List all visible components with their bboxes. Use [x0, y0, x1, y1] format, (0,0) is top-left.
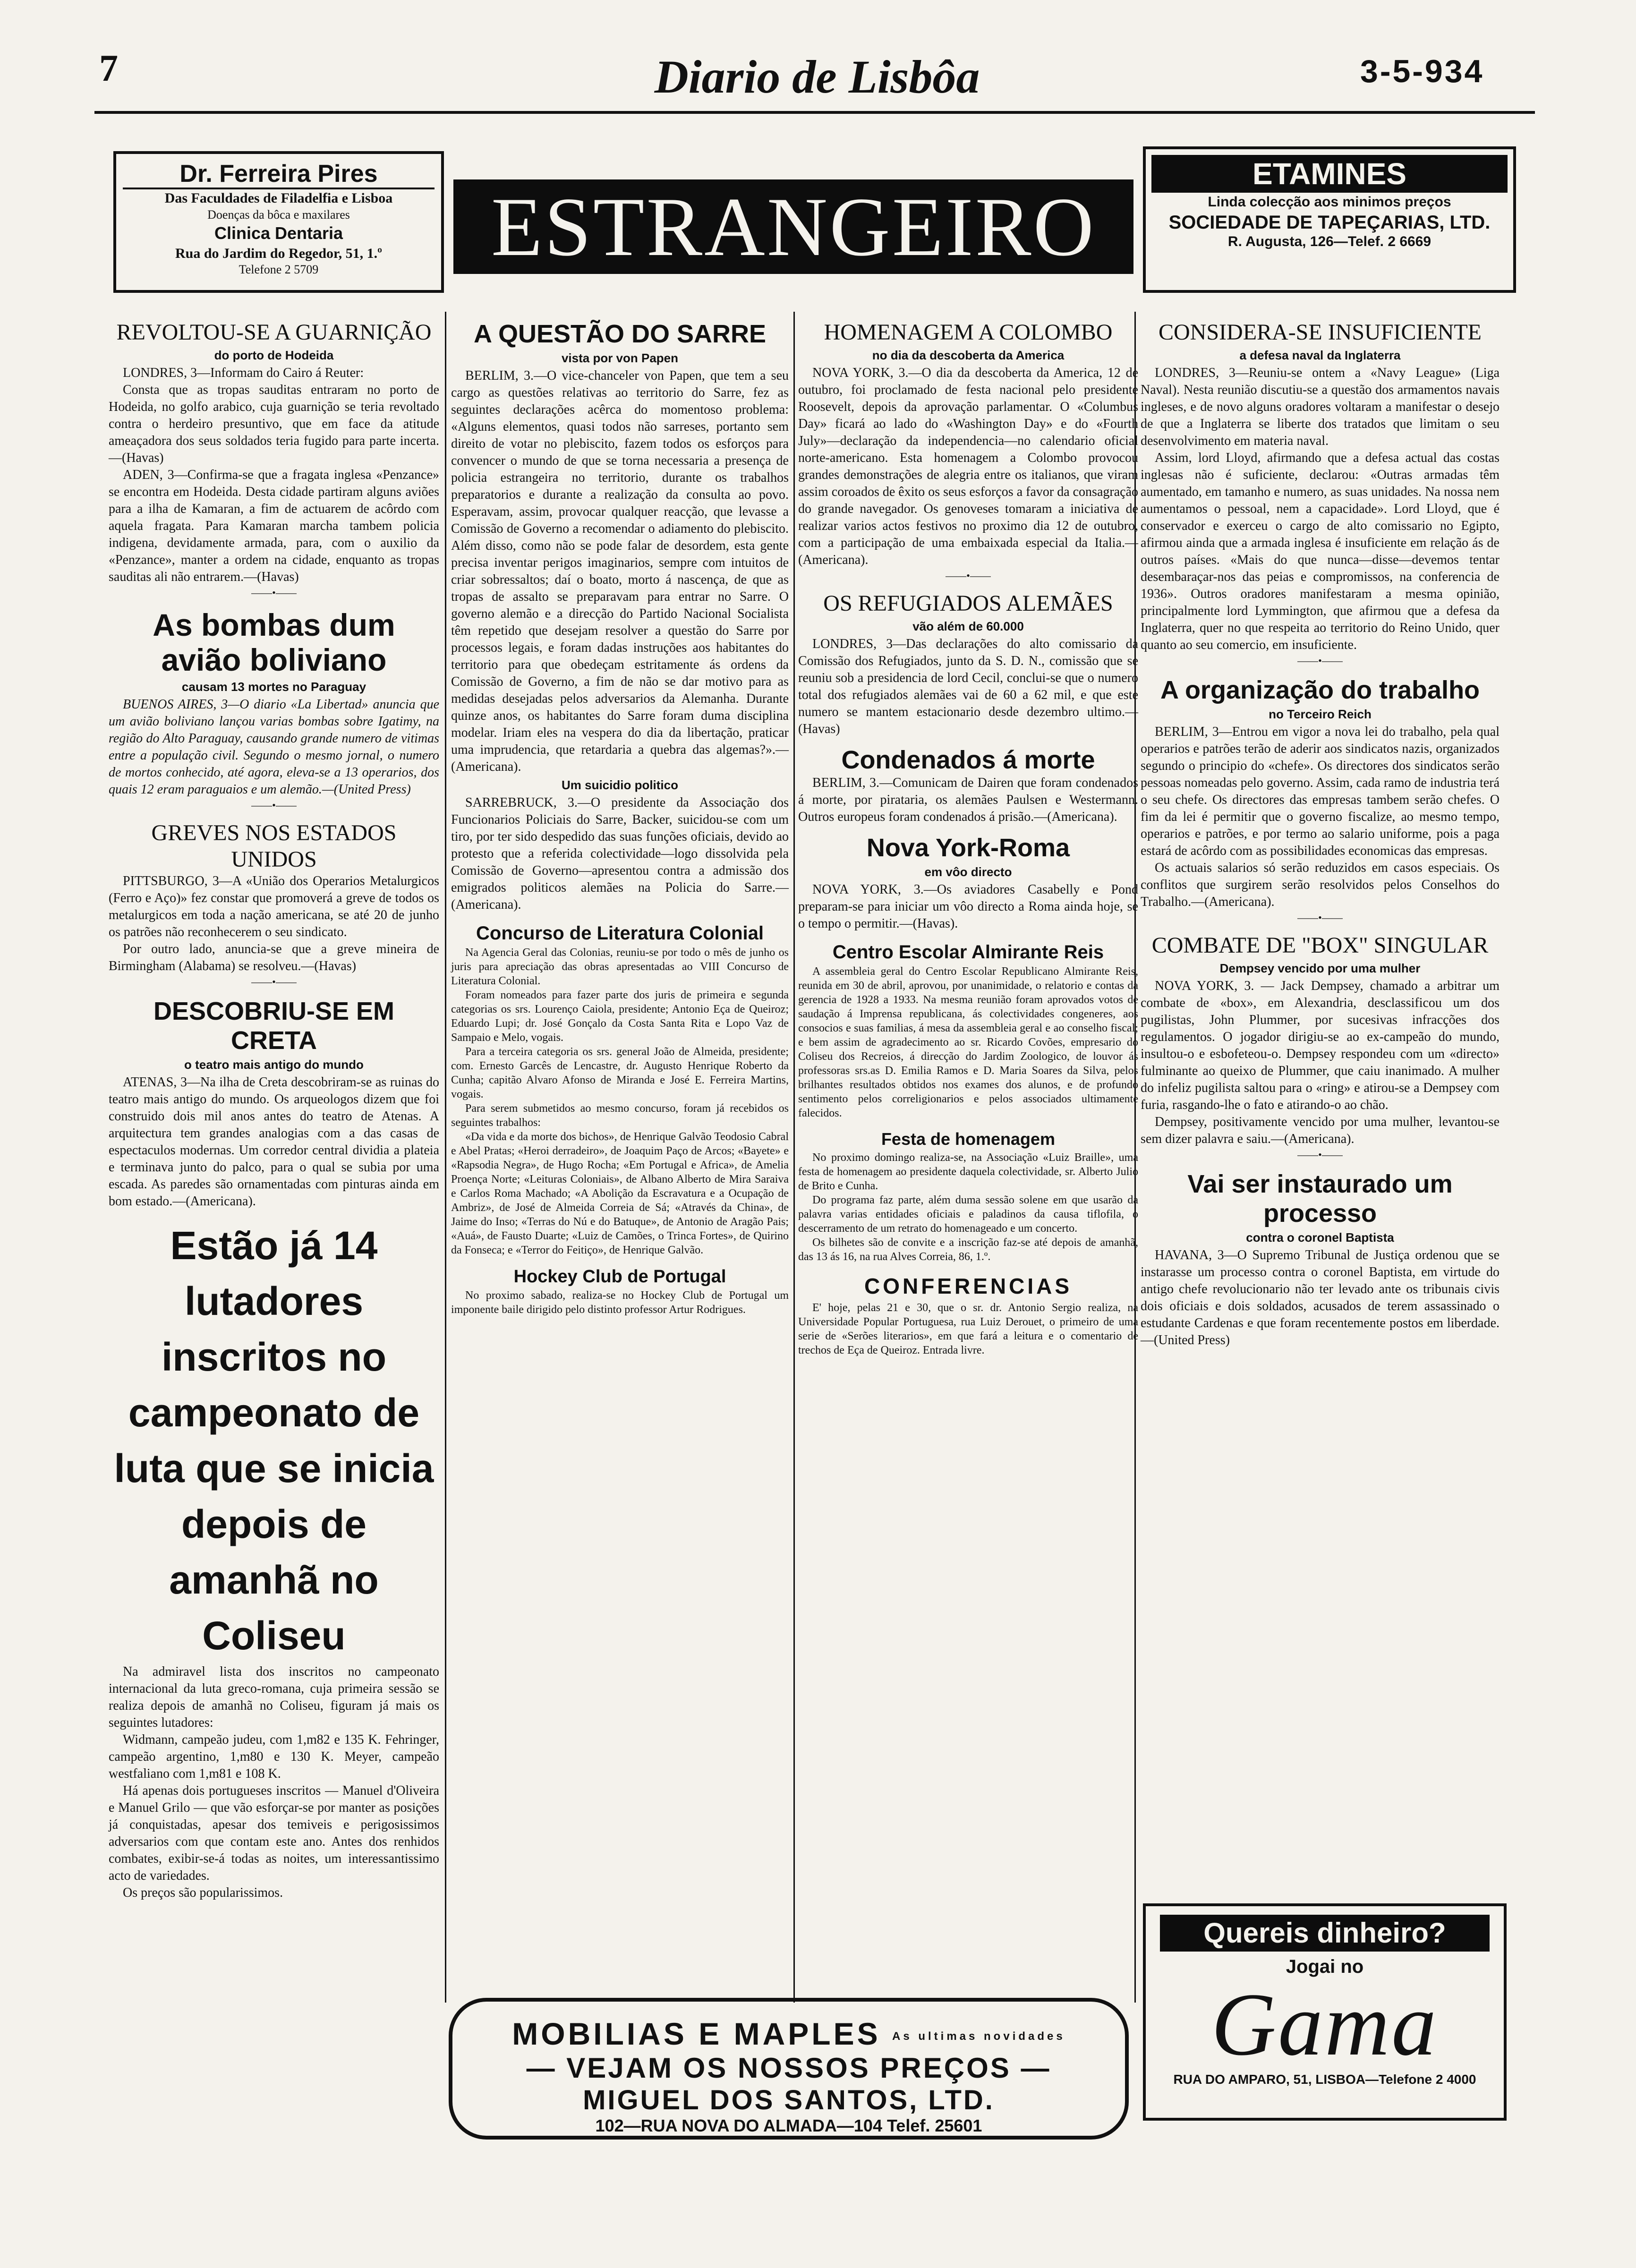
article-headline: DESCOBRIU-SE EM CRETA [153, 997, 395, 1055]
article-paragraph: NOVA YORK, 3.—O dia da descoberta da America, 12 de outubro, foi proclamado de festa nacional pelo presidente Roosevelt, depois da aprovação parlamentar. O «Columbus Day» ficará ao lado do «Washington Day» e do «Fourth July»—declaração da independencia—no calendario oficial norte-americano. Esta homenagem a Colombo provocou grandes demonstrações de alegria entre os italianos, que viram assim coroados de êxito os seus esforços a favor da consagração do grande navegador. Os genoveses tomaram a iniciativa de realizar varios actos festivos no proximo dia 12 de outubro, com a participação de uma embaixada especial da Italia.—(Americana). [798, 366, 1138, 567]
article-subheadline: em vôo directo [924, 865, 1012, 879]
separator: ——•—— [251, 587, 297, 598]
article-paragraph: Os actuais salarios só serão reduzidos em casos especiais. Os conflitos que surgirem serão resolvidos pelos Conselhos do Trabalho.—(Americana). [1141, 861, 1500, 909]
etamines-ad [1143, 146, 1516, 293]
article-paragraph: Os preços são popularissimos. [123, 1885, 283, 1900]
dentist-clinic: Clinica Dentaria [214, 223, 343, 243]
article-subheadline: no Terceiro Reich [1269, 707, 1372, 721]
gama-address: RUA DO AMPARO, 51, LISBOA—Telefone 2 4000 [1173, 2072, 1476, 2087]
article-paragraph: A assembleia geral do Centro Escolar Republicano Almirante Reis, reunida em 30 de abril, aprovou, por unanimidade, o relatorio e contas da gerencia de 1928 a 1933. Na mesma reunião foram aprovados votos de saudação á Imprensa republicana, ás colectividades congeneres, aos consocios e suas familias, á mesa da assembleia geral e ao conselho fiscal; e bem assim de agradecimento ao sr. Ricardo Covões, empresario do Coliseu dos Recreios, á direcção do Jardim Zoologico, de louvor ás professoras srs.as D. Emilia Ramos e D. Maria Soares da Silva, pelos brilhantes resultados obtidos nos exames dos alunos, e de profundo sentimento pelos correligionarios e pelos associados ultimamente falecidos. [798, 965, 1138, 1119]
article-paragraph: NOVA YORK, 3. — Jack Dempsey, chamado a arbitrar um combate de «box», em Alexandria, desclassificou um dos pugilistas, John Plummer, por sucesivas infracções dos regulamentos. O jogador dirigiu-se ao ex-campeão do mundo, insultou-o e esbofeteou-o. Dempsey respondeu com um «directo» fulminante ao queixo de Plummer, que caiu inanimado. A mulher do infeliz pugilista saltou para o «ring» e atirou-se a Dempsey com furia, rasgando-lhe o fato e atirando-o ao chão. [1141, 979, 1500, 1112]
column-3 [798, 312, 1138, 1357]
article-paragraph: Foram nomeados para fazer parte dos juris de primeira e segunda categorias os srs. Lourenço Caiola, presidente; Antonio Eça de Queiroz; Eduardo Lupi; dr. José Gonçalo da Costa Santa Rita e Lopo Vaz de Sampaio e Melo, vogais. [451, 989, 789, 1044]
article-paragraph: Para serem submetidos ao mesmo concurso, foram já recebidos os seguintes trabalhos: [451, 1102, 789, 1129]
mobilias-headline [452, 2016, 1125, 2052]
article-subheadline: do porto de Hodeida [214, 348, 334, 362]
dentist-address: Rua do Jardim do Regedor, 51, 1.º [175, 245, 382, 261]
article-subheadline: a defesa naval da Inglaterra [1239, 348, 1401, 362]
column-2 [451, 312, 789, 1317]
column-4 [1141, 312, 1500, 1349]
separator: ——•—— [251, 799, 297, 811]
etamines-tagline: Linda colecção aos minimos preços [1208, 194, 1451, 210]
article-paragraph: No proximo domingo realiza-se, na Associação «Luiz Braille», uma festa de homenagem ao presidente daquela colectividade, sr. Alberto Julio de Brito e Cunha. [798, 1151, 1138, 1192]
article-headline: Festa de homenagem [881, 1129, 1056, 1149]
article-paragraph: Para a terceira categoria os srs. general João de Almeida, presidente; com. Ernesto Garcês de Lencastre, dr. Augusto Henrique Roberto da Cunha; capitão Alvaro Afonso de Miranda e José E. Ferreira Martins, vogais. [451, 1046, 789, 1100]
article-headline: Estão já 14 lutadores inscritos no campeonato de luta que se inicia depois de amanhã no Coliseu [114, 1223, 434, 1658]
dentist-ad [113, 151, 444, 293]
article-paragraph: BUENOS AIRES, 3—O diario «La Libertad» anuncia que um avião boliviano lançou varias bombas sobre Igatimy, na região do Alto Paraguay, causando grande numero de vitimas entre a população civil. Segundo o mesmo jornal, o numero de mortos conhecido, até agora, eleva-se a 13 operarios, dos quais 12 eram paraguaios e um alemão.—(United Press) [109, 697, 439, 797]
article-paragraph: LONDRES, 3—Informam do Cairo á Reuter: [123, 366, 364, 380]
separator: ——•—— [1297, 655, 1343, 666]
mobilias-company: MIGUEL DOS SANTOS, LTD. [583, 2085, 995, 2115]
separator: ——•—— [1297, 1149, 1343, 1160]
article-paragraph: Na Agencia Geral das Colonias, reuniu-se por todo o mês de junho os juris para apreciação das obras apresentadas ao VIII Concurso de Literatura Colonial. [451, 946, 789, 987]
article-headline: A organização do trabalho [1160, 676, 1480, 704]
article-headline: Hockey Club de Portugal [513, 1267, 726, 1287]
column-rule [445, 312, 446, 2003]
article-headline: Vai ser instaurado um processo [1187, 1170, 1453, 1228]
article-paragraph: PITTSBURGO, 3—A «União dos Operarios Metalurgicos (Ferro e Aço)» fez constar que promoverá a greve de todos os metalurgicos em toda a nação americana, se até 20 de junho os patrões não reconhecerem o seu sindicato. [109, 874, 439, 939]
article-paragraph: BERLIM, 3—Entrou em vigor a nova lei do trabalho, pela qual operarios e patrões terão de aderir aos sindicatos nazis, organizados segundo o principio do «chefe». Os directores dos sindicatos serão pessoas nomeadas pelo governo. Assim, cada ramo de industria terá o seu chefe. Os directores das empresas tambem serão chefes. O fim da lei é permitir que o governo fiscalize, ao mesmo tempo, operarios e patrões, e por termo ao salario uniforme, pois a paga estará de acôrdo com as possibilidades economicas das empresas. [1141, 725, 1500, 858]
article-headline: A QUESTÃO DO SARRE [473, 320, 767, 348]
masthead: Diario de Lisbôa [654, 51, 980, 103]
mobilias-note: As ultimas novidades [892, 2029, 1065, 2043]
article-paragraph: E' hoje, pelas 21 e 30, que o sr. dr. Antonio Sergio realiza, na Universidade Popular Portuguesa, rua Luiz Derouet, o primeiro de uma serie de «Serões literarios», em que fará a leitura e o comentario de trechos de Eça de Queiroz. Entrada livre. [798, 1302, 1138, 1356]
article-paragraph: No proximo sabado, realiza-se no Hockey Club de Portugal um imponente baile dirigido pelo distinto professor Artur Rodrigues. [451, 1289, 789, 1316]
gama-logo: Gama [1211, 1975, 1439, 2074]
section-banner: ESTRANGEIRO [453, 179, 1133, 274]
mobilias-prices: — VEJAM OS NOSSOS PREÇOS — [526, 2052, 1051, 2084]
article-paragraph: Na admiravel lista dos inscritos no campeonato internacional da luta greco-romana, cuja primeira sessão se realiza depois de amanhã no Coliseu, figuram já mais os seguintes lutadores: [109, 1664, 439, 1730]
dentist-faculty: Das Faculdades de Filadelfia e Lisboa [164, 190, 393, 206]
article-subheadline: causam 13 mortes no Paraguay [181, 680, 366, 694]
column-1 [109, 312, 439, 1901]
article-subheadline: Dempsey vencido por uma mulher [1219, 961, 1421, 975]
article-paragraph: «Da vida e da morte dos bichos», de Henrique Galvão Teodosio Cabral e Abel Pratas; «Heroi derradeiro», de Joaquim Paço de Arcos; «Bayete» e «Rapsodia Negra», de Hugo Rocha; «Em Portugal e Africa», de Amelia Proença Norte; «Leituras Coloniais», de Albano Alberto de Mira Saraiva e Carlos Roma Machado; «A Abolição da Escravatura e a Ocupação de Ambriz», de José de Almeida Correia de Sá; «Através da China», de Jaime do Inso; «Terras do Nú e do Batuque», de Antonio de Aragão Pais; «Auá», de Fausto Duarte; «Luiz de Camões, o Trinca Fortes», de Quirino da Fonseca; e «Terror do Feitiço», de Henrique Galvão. [451, 1131, 789, 1256]
dentist-name: Dr. Ferreira Pires [123, 161, 435, 189]
mobilias-ad [449, 1998, 1129, 2140]
etamines-company: SOCIEDADE DE TAPEÇARIAS, LTD. [1168, 212, 1491, 233]
article-headline: Centro Escolar Almirante Reis [832, 942, 1104, 963]
article-paragraph: Há apenas dois portugueses inscritos — Manuel d'Oliveira e Manuel Grilo — que vão esforçar-se por manter as posições já conquistadas, apesar dos temiveis e perigosissimos adversarios com que contam este ano. Antes dos renhidos combates, exibir-se-á todas as noites, um interessantissimo acto de variedades. [109, 1783, 439, 1883]
gama-play: Jogai no [1286, 1956, 1364, 1977]
gama-ad [1143, 1903, 1507, 2121]
article-headline: As bombas dum avião boliviano [153, 607, 395, 677]
article-paragraph: ADEN, 3—Confirma-se que a fragata inglesa «Penzance» se encontra em Hodeida. Desta cidade partiram alguns aviões para a ilha de Kamaran, a fim de actuarem de acôrdo com aquela fragata. Para Kamaran marcha tambem policia indigena, devidamente armada, para, com o auxilio da «Penzance», manter a ordem na cidade, enquanto as tropas sauditas ali não entrarem.—(Havas) [109, 468, 439, 584]
article-subheadline: no dia da descoberta da America [872, 348, 1065, 362]
article-headline: Condenados á morte [841, 746, 1095, 774]
article-subheadline: o teatro mais antigo do mundo [184, 1057, 364, 1072]
article-paragraph: NOVA YORK, 3.—Os aviadores Casabelly e Pond preparam-se para iniciar um vôo directo a Roma ainda hoje, se o tempo o permitir.—(Havas). [798, 882, 1138, 931]
article-paragraph: Consta que as tropas sauditas entraram no porto de Hodeida, no golfo arabico, cuja guarnição se teria revoltado contra o herdeiro presuntivo, que em face da atitude ameaçadora dos seus soldados teria fugido para parte incerta.—(Havas) [109, 383, 439, 465]
article-headline: REVOLTOU-SE A GUARNIÇÃO [116, 320, 432, 345]
article-paragraph: Widmann, campeão judeu, com 1,m82 e 135 K. Fehringer, campeão argentino, 1,m80 e 130 K. Meyer, campeão westfaliano com 1,m81 e 108 K. [109, 1732, 439, 1781]
article-paragraph: Por outro lado, anuncia-se que a greve mineira de Birmingham (Alabama) se resolveu.—(Havas) [109, 942, 439, 973]
mobilias-title: MOBILIAS E MAPLES [512, 2016, 881, 2051]
article-subheadline: contra o coronel Baptista [1246, 1230, 1394, 1245]
article-paragraph: BERLIM, 3.—Comunicam de Dairen que foram condenados á morte, por pirataria, os alemães Paulsen e Westermann. Outros europeus foram condenados á prisão.—(Americana). [798, 776, 1138, 824]
article-paragraph: HAVANA, 3—O Supremo Tribunal de Justiça ordenou que se instarasse um processo contra o coronel Baptista, em virtude do antigo chefe revolucionario não ter levado ante os tribunais civis dois oficiais e dois soldados, acusados de terem assassinado o estudante Cardenas e que foram recentemente postos em liberdade.—(United Press) [1141, 1248, 1500, 1347]
article-headline: CONFERENCIAS [864, 1274, 1073, 1298]
header-rule [94, 111, 1535, 114]
article-headline: OS REFUGIADOS ALEMÃES [823, 591, 1113, 616]
mobilias-address: 102—RUA NOVA DO ALMADA—104 Telef. 25601 [595, 2116, 982, 2135]
article-paragraph: LONDRES, 3—Das declarações do alto comissario da Comissão dos Refugiados, junto da S. D. N., comissão que se reuniu sob a presidencia de lord Cecil, conclui-se que o numero total dos refugiados alemães vai de 60 a 62 mil, e que este numero se mantem estacionario desde dezembro ultimo.—(Havas) [798, 637, 1138, 736]
article-subheadline: Um suicidio politico [561, 778, 678, 792]
article-headline: Nova York-Roma [866, 834, 1070, 862]
article-subheadline: vista por von Papen [561, 351, 679, 365]
dentist-phone: Telefone 2 5709 [239, 263, 319, 277]
article-paragraph: Dempsey, positivamente vencido por uma mulher, levantou-se sem dizer palavra e saiu.—(Americana). [1141, 1115, 1500, 1146]
article-headline: Concurso de Literatura Colonial [476, 923, 764, 944]
separator: ——•—— [251, 976, 297, 988]
article-headline: GREVES NOS ESTADOS UNIDOS [151, 820, 397, 872]
article-subheadline: vão além de 60.000 [912, 619, 1024, 633]
dentist-specialty: Doenças da bôca e maxilares [207, 207, 350, 222]
gama-question: Quereis dinheiro? [1160, 1915, 1490, 1952]
separator: ——•—— [946, 570, 991, 581]
article-paragraph: BERLIM, 3.—O vice-chanceler von Papen, que tem a seu cargo as questões relativas ao territorio do Sarre, fez as seguintes declarações acêrca do momentoso problema: «Alguns elementos, quasi todos não sarreses, portanto sem direito de votar no plebiscito, fazem todos os esforços para convencer o mundo de que se torna necessaria a presença de policia estrangeira no territorio, durante os trabalhos preparatorios e durante a realização da consulta ao povo. Esperavam, assim, provocar qualquer reacção, que levasse a Comissão de Governo a recomendar o adiamento do plebiscito. Além disso, como não se pode falar de desordem, esta gente precisa inventar perigos imaginarios, sempre com intuitos de criar sobressaltos; daí o boato, morto á nascença, de que as tropas de assalto se preparavam para entrar no Sarre. O governo alemão e a direcção do Partido Nacional Socialista têm repetido que desejam resolver a questão do Sarre por processos legais, e foram dadas instruções aos habitantes do territorio para que obedeçam estritamente ás ordens da Comissão de Governo, a fim de não se dar motivo para as medidas desejadas pelos adversarios da Alemanha. Durante quinze anos, os habitantes do Sarre foram duma disciplina modelar. Iriam eles na vespera do dia da libertação, praticar uma imprudencia, que retardaria a quebra das algemas?».—(Americana). [451, 368, 789, 774]
etamines-title: ETAMINES [1151, 155, 1508, 193]
article-paragraph: ATENAS, 3—Na ilha de Creta descobriram-se as ruinas do teatro mais antigo do mundo. Os arqueologos dizem que foi construido dois mil anos antes do teatro de Atenas. A arquitectura tem grandes analogias com a das casas de espectaculos modernas. Um corredor central dividia a plateia e terminava junto do palco, para o qual se subia por uma escada. As paredes são ornamentadas com pinturas ainda em bom estado.—(Americana). [109, 1075, 439, 1209]
column-rule [793, 312, 795, 2003]
article-paragraph: LONDRES, 3—Reuniu-se ontem a «Navy League» (Liga Naval). Nesta reunião discutiu-se a questão dos armamentos navais ingleses, e de novo alguns oradores voltaram a manifestar o desejo de que a Inglaterra se liberte dos tratados que limitam o seu desenvolvimento em materia naval. [1141, 366, 1500, 448]
article-headline: CONSIDERA-SE INSUFICIENTE [1159, 320, 1482, 345]
article-paragraph: Os bilhetes são de convite e a inscrição faz-se até depois de amanhã, das 13 ás 16, na rua Alves Correia, 86, 1.º. [798, 1236, 1138, 1263]
article-paragraph: Do programa faz parte, além duma sessão solene em que usarão da palavra varias entidades oficiais e paladinos da causa tiflofila, o descerramento de um retrato do homenageado e um concerto. [798, 1194, 1138, 1235]
issue-date: 3-5-934 [1360, 53, 1484, 89]
article-paragraph: Assim, lord Lloyd, afirmando que a defesa actual das costas inglesas não é suficiente, declarou: «Outras armadas têm aumentado, em tamanho e numero, as suas unidades. Na nossa nem aumentamos o pessoal, nem a capacidade». Lord Lloyd, que é conservador e exerceu o cargo de alto comissario no Egipto, afirmou ainda que a armada inglesa é insuficiente em relação ás de outros países. «Mais do que nunca—disse—devemos tentar desembaraçar-nos das peias e compromissos, na conferencia de 1936». Outros oradores manifestaram a mesma opinião, principalmente lord Lymmington, que afirmou que a defesa da Inglaterra, quer no que respeita ao territorio do Reino Unido, quer quanto ao seu comercio, em insuficiente. [1141, 451, 1500, 652]
etamines-address: R. Augusta, 126—Telef. 2 6669 [1227, 234, 1432, 249]
article-paragraph: SARREBRUCK, 3.—O presidente da Associação dos Funcionarios Policiais do Sarre, Backer, suicidou-se com um tiro, por ter sido despedido das suas funções oficiais, devido ao protesto que a referida colectividade—logo dissolvida pela Comissão de Governo—apresentou contra a admissão dos emigrados politicos alemães na Policia do Sarre.—(Americana). [451, 795, 789, 912]
page-number: 7 [99, 48, 118, 89]
article-headline: COMBATE DE "BOX" SINGULAR [1151, 933, 1489, 958]
separator: ——•—— [1297, 912, 1343, 923]
article-headline: HOMENAGEM A COLOMBO [824, 320, 1113, 345]
